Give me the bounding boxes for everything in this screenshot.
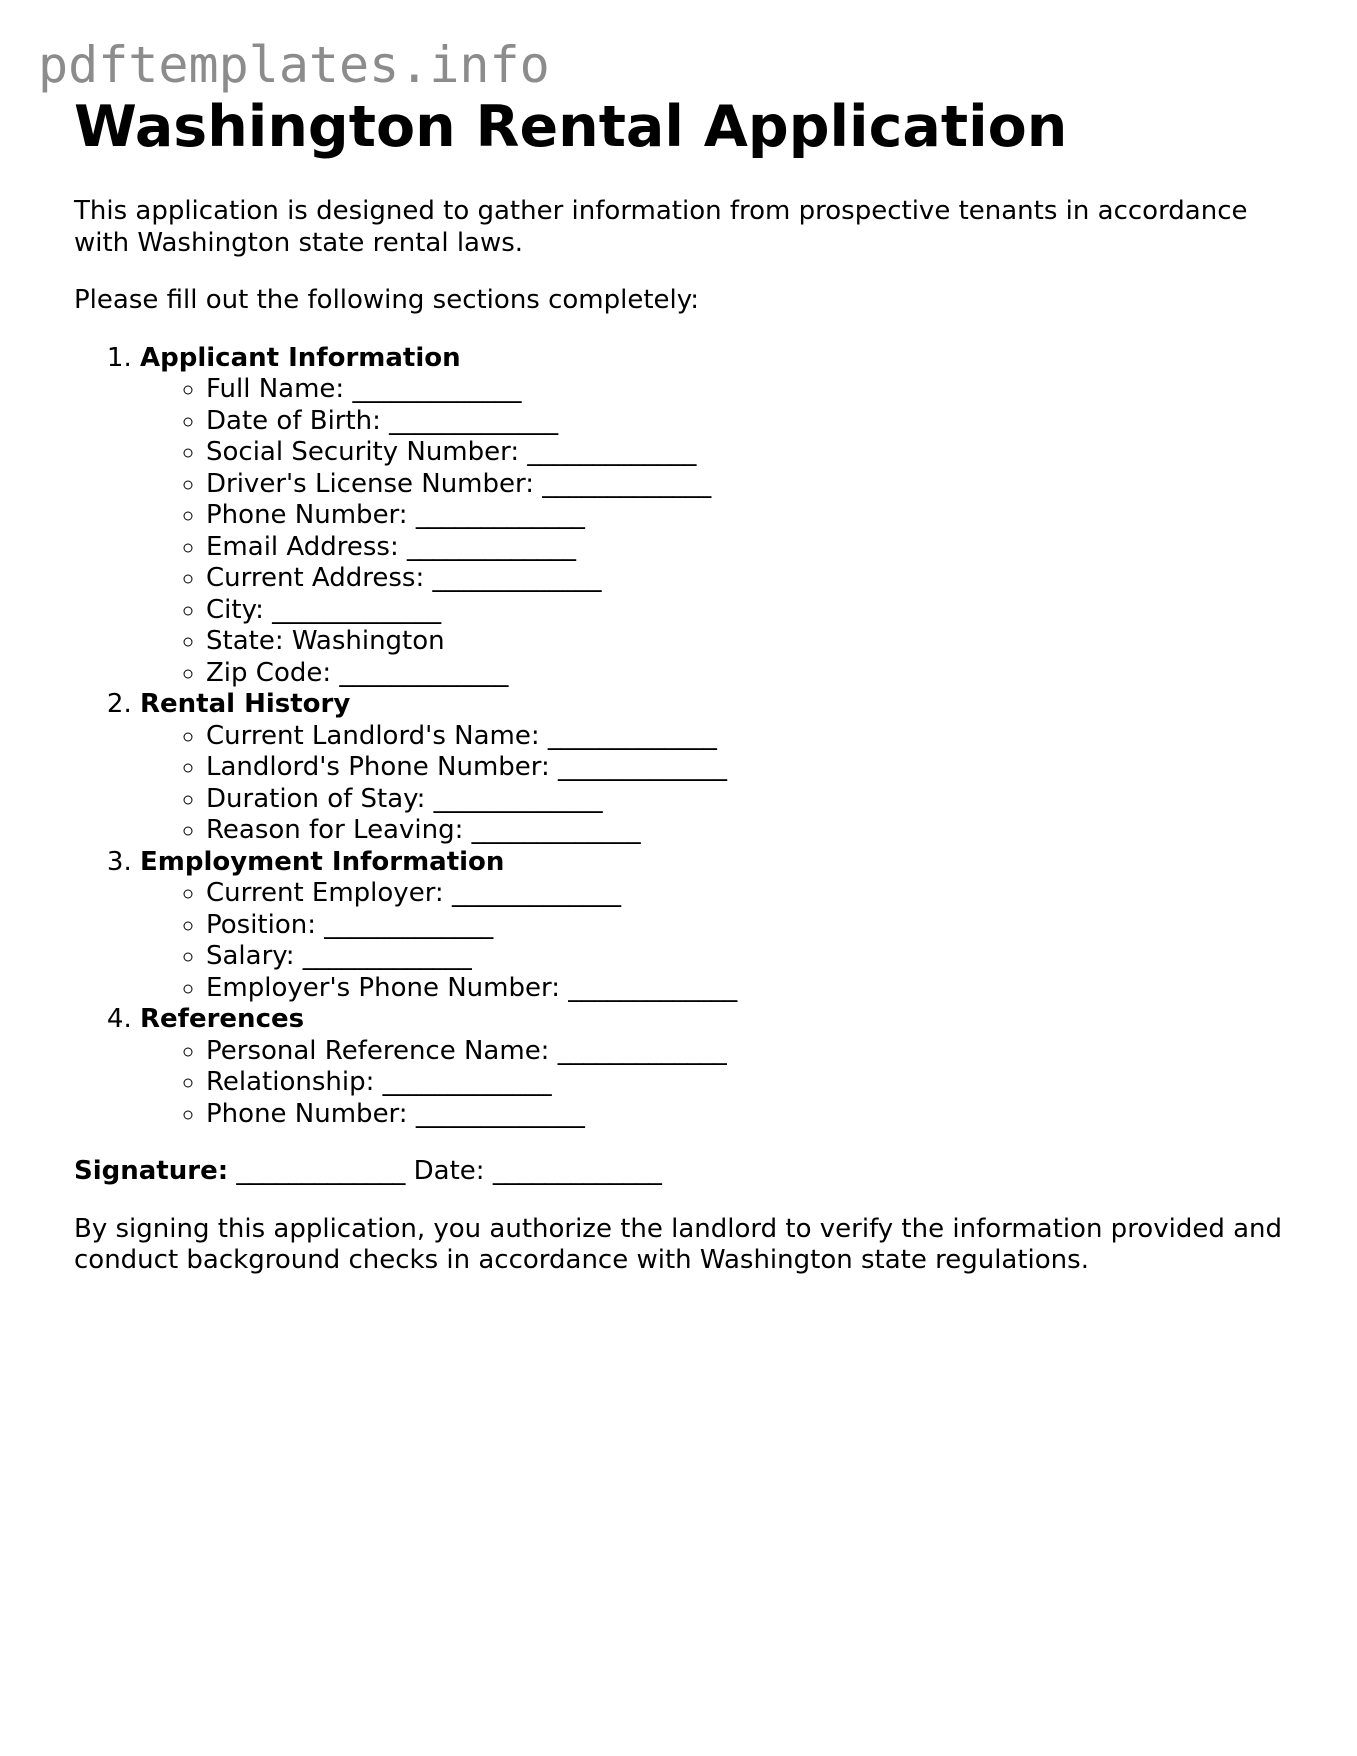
watermark: pdftemplates.info xyxy=(38,36,550,94)
field-state: ◦ State: Washington xyxy=(206,626,1294,658)
field-list xyxy=(140,878,1294,1004)
disclaimer-paragraph: By signing this application, you authorize the landlord to verify the information provided and conduct background checks in accordance with Washington state regulations. xyxy=(74,1213,1283,1275)
section-title: References xyxy=(140,1004,305,1034)
field-current-employer: ◦ Current Employer: _____________ xyxy=(206,878,1294,910)
section-employment-information xyxy=(140,847,1294,1005)
field-landlord-phone: ◦ Landlord's Phone Number: _____________ xyxy=(206,752,1294,784)
field-drivers-license: ◦ Driver's License Number: _____________ xyxy=(206,469,1294,501)
page-title: Washington Rental Application xyxy=(74,94,1068,160)
field-list xyxy=(140,374,1294,689)
sections-list xyxy=(74,343,1294,1131)
section-references xyxy=(140,1004,1294,1130)
field-full-name: ◦ Full Name: _____________ xyxy=(206,374,1294,406)
field-date-of-birth: ◦ Date of Birth: _____________ xyxy=(206,406,1294,438)
field-list xyxy=(140,721,1294,847)
field-zip-code: ◦ Zip Code: _____________ xyxy=(206,658,1294,690)
section-title: Rental History xyxy=(140,689,351,719)
field-email-address: ◦ Email Address: _____________ xyxy=(206,532,1294,564)
field-reference-phone: ◦ Phone Number: _____________ xyxy=(206,1099,1294,1131)
field-employer-phone: ◦ Employer's Phone Number: _____________ xyxy=(206,973,1294,1005)
section-title: Applicant Information xyxy=(140,342,461,373)
field-duration-of-stay: ◦ Duration of Stay: _____________ xyxy=(206,784,1294,816)
field-reason-for-leaving: ◦ Reason for Leaving: _____________ xyxy=(206,815,1294,847)
field-ssn: ◦ Social Security Number: _____________ xyxy=(206,437,1294,469)
field-current-address: ◦ Current Address: _____________ xyxy=(206,563,1294,595)
field-position: ◦ Position: _____________ xyxy=(206,910,1294,942)
signature-line xyxy=(74,1156,1294,1188)
section-title: Employment Information xyxy=(140,846,505,877)
field-relationship: ◦ Relationship: _____________ xyxy=(206,1067,1294,1099)
field-landlord-name: ◦ Current Landlord's Name: _____________ xyxy=(206,721,1294,753)
document-body xyxy=(74,92,1294,1277)
signature-blank: _____________ xyxy=(236,1156,406,1186)
date-blank: _____________ xyxy=(492,1156,662,1186)
field-list xyxy=(140,1036,1294,1131)
field-city: ◦ City: _____________ xyxy=(206,595,1294,627)
instructions-paragraph: Please fill out the following sections completely: xyxy=(74,285,700,315)
signature-label: Signature: xyxy=(74,1156,229,1186)
date-label: Date: xyxy=(413,1156,485,1186)
section-applicant-information xyxy=(140,343,1294,690)
field-phone-number: ◦ Phone Number: _____________ xyxy=(206,500,1294,532)
intro-paragraph: This application is designed to gather information from prospective tenants in accordance with Washington state rental laws. xyxy=(74,196,1248,258)
field-reference-name: ◦ Personal Reference Name: _____________ xyxy=(206,1036,1294,1068)
section-rental-history xyxy=(140,689,1294,847)
field-salary: ◦ Salary: _____________ xyxy=(206,941,1294,973)
